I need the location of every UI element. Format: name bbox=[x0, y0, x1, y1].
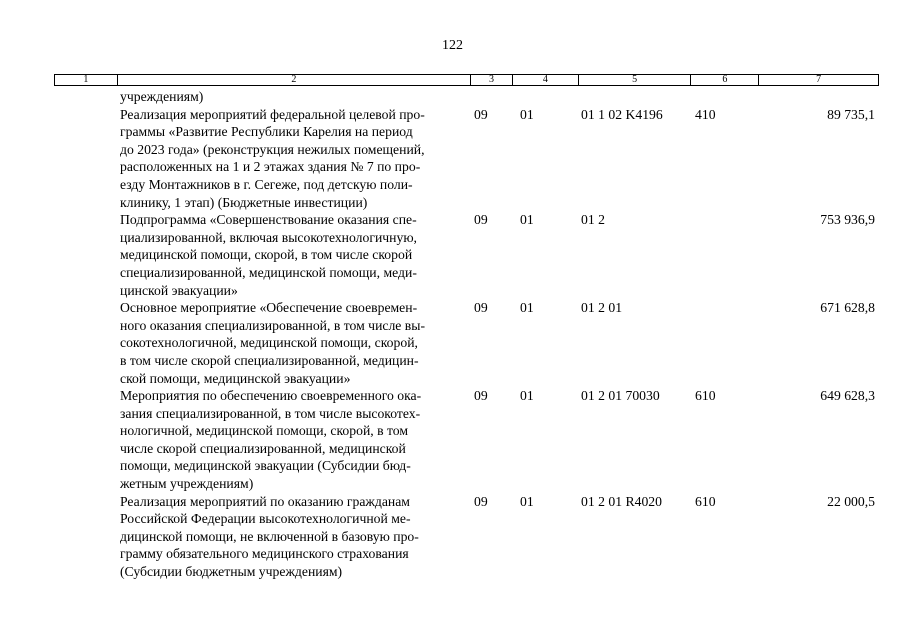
cell-section: 09 bbox=[474, 300, 488, 316]
description-line: ской помощи, медицинской эвакуации» bbox=[120, 370, 351, 386]
cell-subsection: 01 bbox=[520, 388, 534, 404]
cell-section: 09 bbox=[474, 106, 488, 122]
table-header bbox=[54, 74, 879, 86]
cell-amount: 649 628,3 bbox=[820, 388, 875, 404]
cell-target-code: 01 1 02 K4196 bbox=[581, 106, 663, 122]
table-row bbox=[54, 493, 879, 581]
cell-target-code: 01 2 bbox=[581, 212, 605, 228]
description-line: (Субсидии бюджетным учреждениям) bbox=[120, 564, 343, 580]
table-row bbox=[54, 387, 879, 493]
table-row bbox=[54, 106, 879, 212]
description-line: клинику, 1 этап) (Бюджетные инвестиции) bbox=[120, 194, 368, 210]
header-col-6: 6 bbox=[690, 75, 758, 85]
table-row bbox=[54, 299, 879, 387]
cell-amount: 753 936,9 bbox=[820, 212, 875, 228]
description-line: учреждениям) bbox=[120, 89, 204, 104]
description-line: цинской эвакуации» bbox=[120, 282, 238, 298]
description-line: ного оказания специализированной, в том числе вы- bbox=[120, 317, 426, 333]
cell-amount: 89 735,1 bbox=[827, 106, 875, 122]
cell-target-code: 01 2 01 70030 bbox=[581, 388, 660, 404]
header-col-7: 7 bbox=[758, 75, 878, 85]
cell-subsection: 01 bbox=[520, 212, 534, 228]
description-line: медицинской помощи, скорой, в том числе скорой bbox=[120, 247, 413, 263]
description-line: специализированной, медицинской помощи, меди- bbox=[120, 264, 417, 280]
description-line: Реализация мероприятий по оказанию гражданам bbox=[120, 493, 410, 509]
header-col-4: 4 bbox=[512, 75, 578, 85]
cell-amount: 671 628,8 bbox=[820, 300, 875, 316]
cell-target-code: 01 2 01 R4020 bbox=[581, 493, 662, 509]
description-line: Мероприятия по обеспечению своевременного ока- bbox=[120, 388, 422, 404]
cell-description bbox=[116, 493, 470, 581]
cell-subsection: 01 bbox=[520, 493, 534, 509]
description-line: жетным учреждениям) bbox=[120, 476, 254, 492]
description-line: зания специализированной, в том числе высокотех- bbox=[120, 405, 421, 421]
cell-description bbox=[116, 299, 470, 387]
description-line: грамму обязательного медицинского страхования bbox=[120, 546, 409, 562]
description-line: помощи, медицинской эвакуации (Субсидии бюд- bbox=[120, 458, 411, 474]
cell-subsection: 01 bbox=[520, 300, 534, 316]
table-body bbox=[54, 88, 879, 581]
description-line: дицинской помощи, не включенной в базовую про- bbox=[120, 528, 419, 544]
description-line: Основное мероприятие «Обеспечение своевремен- bbox=[120, 300, 418, 316]
cell-description bbox=[116, 211, 470, 299]
cell-description bbox=[116, 88, 470, 106]
description-line: в том числе скорой специализированной, медицин- bbox=[120, 352, 419, 368]
table-row bbox=[54, 211, 879, 299]
description-line: циализированной, включая высокотехнологичную, bbox=[120, 229, 417, 245]
description-line: Подпрограмма «Совершенствование оказания спе- bbox=[120, 212, 417, 228]
description-line: Российской Федерации высокотехнологичной ме- bbox=[120, 511, 411, 527]
header-col-5: 5 bbox=[578, 75, 691, 85]
cell-subsection: 01 bbox=[520, 106, 534, 122]
table-row bbox=[54, 88, 879, 106]
page-number: 122 bbox=[442, 38, 463, 53]
cell-amount: 22 000,5 bbox=[827, 493, 875, 509]
cell-target-code: 01 2 01 bbox=[581, 300, 623, 316]
description-line: расположенных на 1 и 2 этажах здания № 7 по про- bbox=[120, 159, 421, 175]
description-line: нологичной, медицинской помощи, скорой, в том bbox=[120, 423, 409, 439]
cell-section: 09 bbox=[474, 212, 488, 228]
cell-expense-type: 610 bbox=[695, 493, 716, 509]
description-line: до 2023 года» (реконструкция нежилых помещений, bbox=[120, 141, 425, 157]
header-col-3: 3 bbox=[470, 75, 512, 85]
cell-expense-type: 610 bbox=[695, 388, 716, 404]
cell-description bbox=[116, 106, 470, 212]
description-line: Реализация мероприятий федеральной целевой про- bbox=[120, 106, 425, 122]
description-line: граммы «Развитие Республики Карелия на период bbox=[120, 124, 413, 140]
description-line: числе скорой специализированной, медицинской bbox=[120, 440, 406, 456]
description-line: сокотехнологичной, медицинской помощи, скорой, bbox=[120, 335, 418, 351]
cell-section: 09 bbox=[474, 388, 488, 404]
header-col-2: 2 bbox=[117, 75, 470, 85]
cell-description bbox=[116, 387, 470, 493]
cell-section: 09 bbox=[474, 493, 488, 509]
description-line: езду Монтажников в г. Сегеже, под детскую поли- bbox=[120, 176, 413, 192]
header-col-1: 1 bbox=[83, 74, 89, 85]
cell-expense-type: 410 bbox=[695, 106, 716, 122]
